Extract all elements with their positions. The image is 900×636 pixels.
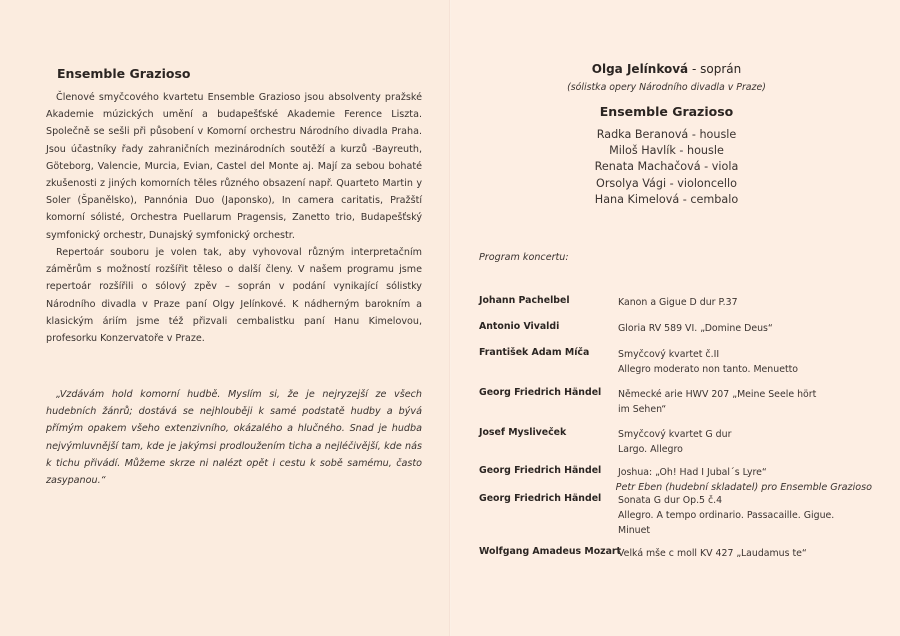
program-piece — [618, 347, 850, 377]
ensemble-title: Ensemble Grazioso — [599, 104, 734, 119]
program-piece-line: Velká mše c moll KV 427 „Laudamus te“ — [618, 548, 807, 559]
members-list — [451, 127, 882, 208]
program-piece-line: Minuet — [618, 525, 651, 537]
soloist-note: (sólistka opery Národního divadla v Praze) — [567, 82, 766, 93]
program-label: Program koncertu: — [479, 252, 569, 263]
program-piece-line: Smyčcový kvartet č.II — [618, 349, 720, 360]
member-item: Miloš Havlík - housle — [609, 144, 724, 158]
program-piece-line: Allegro. A tempo ordinario. Passacaille. Gigue. — [618, 510, 835, 522]
program-piece-line: Gloria RV 589 VI. „Domine Deus“ — [618, 323, 773, 334]
program-piece-line: Largo. Allegro — [618, 444, 683, 456]
program-piece — [618, 493, 850, 539]
page-fold — [449, 0, 451, 636]
soloist-role: - soprán — [688, 62, 742, 76]
about-paragraph-2: Repertoár souboru je volen tak, aby vyhovoval různým interpretačním záměrům s možností rozšířit těleso o další členy. V našem programu jsme repertoár rozšířili o sólový zpěv – soprán v podání vynikající sólistky Národního divadla v Praze paní Olgy Jelínkové. K nádherným barokním a klasickým áriím jsme též přizvali cembalistku paní Hanu Kimelovou, profesorku Konzervatoře v Praze. — [46, 247, 422, 345]
program-piece-line: Německé arie HWV 207 „Meine Seele hört — [618, 389, 817, 400]
quote-author: Petr Eben (hudební skladatel) pro Ensemble Grazioso — [615, 482, 872, 493]
program-piece-line: Smyčcový kvartet G dur — [618, 429, 732, 440]
program-piece-line: Sonata G dur Op.5 č.4 — [618, 495, 723, 506]
program-composer: Georg Friedrich Händel — [479, 387, 602, 398]
program-composer: Wolfgang Amadeus Mozart — [479, 546, 622, 557]
member-item: Hana Kimelová - cembalo — [594, 192, 739, 206]
program-piece — [618, 465, 850, 480]
program-piece — [618, 546, 850, 561]
member-item: Radka Beranová - housle — [596, 128, 737, 141]
program-composer: Georg Friedrich Händel — [479, 465, 602, 476]
program-composer: František Adam Míča — [479, 347, 590, 358]
program-piece-line: Kanon a Gigue D dur P.37 — [618, 297, 738, 308]
program-piece-line: Allegro moderato non tanto. Menuetto — [618, 364, 799, 376]
program-piece — [618, 321, 850, 336]
program-piece — [618, 427, 850, 457]
about-paragraph-1: Členové smyčcového kvartetu Ensemble Grazioso jsou absolventy pražské Akademie múzických umění a budapešťské Akademie Ference Liszta. Společně se sešli při působení v Komorní orchestru Národního divadla Praha. Jsou účastníky řady zahraničních mezinárodních soutěží a kurzů -Bayreuth, Göteborg, Valencie, Murcia, Evian, Castel del Monte aj. Mají za sebou bohaté zkušenosti z jiných komorních těles různého obsazení např. Quarteto Martin y Soler (Španělsko), Pannónia Duo (Japonsko), In camera caritatis, Pražští komorní sólisté, Orchestra Puellarum Pragensis, Zanetto trio, Budapešťský symfonický orchestr, Dunajský symfonický orchestr. — [46, 92, 422, 241]
soloist-heading — [451, 62, 882, 76]
right-page — [451, 0, 900, 636]
program-composer: Antonio Vivaldi — [479, 321, 560, 332]
about-title: Ensemble Grazioso — [57, 66, 191, 81]
program-piece-line: im Sehen“ — [618, 404, 667, 416]
quote-text: „Vzdávám hold komorní hudbě. Myslím si, že je nejryzejší ze všech hudebních žánrů; dostává se nejhlouběji k samé podstatě hudby a bývá přímým opakem všeho extenzivního, okázalého a hlučného. Snad je hudba nejvýmluvnější tam, kde je jakýmsi prodloužením ticha a nejléčivější, kde nás k tichu přivádí. Můžeme skrze ni nalézt opět i cestu k sobě samému, často zasypanou.“ — [46, 389, 422, 487]
program-composer: Johann Pachelbel — [479, 295, 570, 306]
program-piece — [618, 387, 850, 417]
program-composer: Josef Mysliveček — [479, 427, 567, 438]
member-item: Renata Machačová - viola — [594, 160, 739, 174]
soloist-name: Olga Jelínková — [591, 62, 689, 76]
member-item: Orsolya Vági - violoncello — [596, 176, 737, 190]
program-piece — [618, 295, 850, 310]
program-composer: Georg Friedrich Händel — [479, 493, 602, 504]
program-piece-line: Joshua: „Oh! Had I Jubal´s Lyre“ — [618, 467, 767, 478]
